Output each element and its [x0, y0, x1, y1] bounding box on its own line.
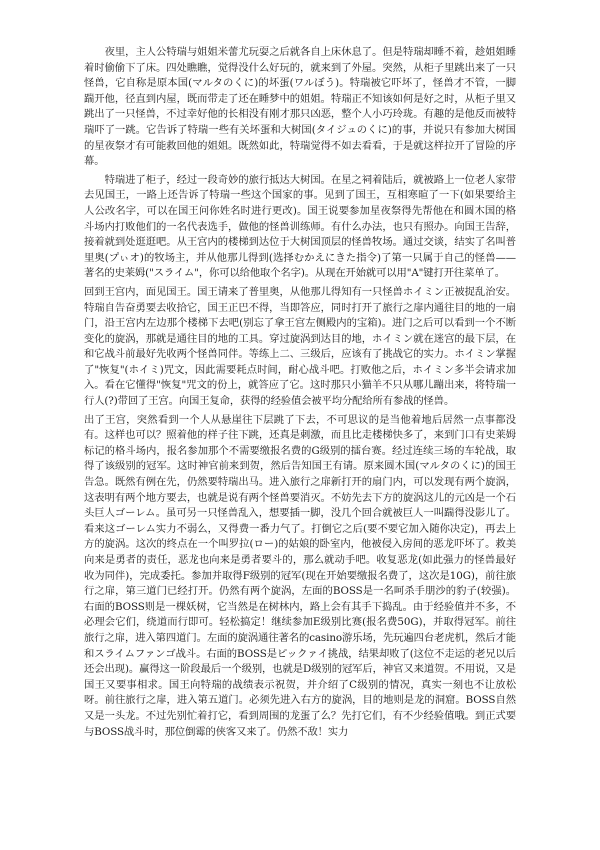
- document-body: [84, 45, 516, 743]
- paragraph-adventure: 出了王宫，突然看到一个人从悬崖往下层跳了下去，不可思议的是当他着地后居然一点事都没有。这样也可以？照着他的样子往下跳，还真是刺激，而且比走楼梯快多了，来到门口有史莱姆标记的格斗场内，报名参加那个不需要缴报名费的G级别的擂台赛。经过连续三场的车轮战，取得了该级别的冠军。这时神官前来到贺，然后告知国王有请。原来圆木国(マルタのくに)的国王告急。既然有例在先，仍然要特瑞出马。进入旅行之扉新打开的扇门内，可以发现有两个旋涡，这表明有两个地方要去，也就是说有两个怪兽要消灭。不妨先去下方的旋涡这儿的元凶是一个石头巨人ゴーレム。虽可另一只怪兽乱入，想要插一脚，没几个回合就被巨人一叫踹得没影儿了。看来这ゴーレム实力不弱么，又得费一番力气了。打倒它之后(要不要它加入随你决定)，再去上方的旋涡。这次的终点在一个叫罗拉(ロー)的姑娘的卧室内，他被侵入房间的恶龙吓坏了。救美向来是勇者的责任，恶龙也向来是勇者要斗的，那么就动手吧。收复恶龙(如此强力的怪兽最好收为同伴)，完成委托。参加并取得F级别的冠军(现在开始要缴报名费了，这次是10G)，前往旅行之扉，第三道门已经打开。仍然有两个旋涡，左面的BOSS是一名呵杀手朋沙的豹子(较强)。右面的BOSS则是一棵妖树，它当然是在树林内，路上会有其手下捣乱。由于经验值并不多，不必理会它们，绕道而行即可。轻松搞定！继续参加E级别比赛(报名费50G)，并取得冠军。前往旅行之扉，进入第四道门。左面的旋涡通往著名的casino游乐场，先玩遍四台老虎机，然后才能和スライムファンゴ战斗。右面的BOSS是ピックァイ挑战，结果却败了(这位不走运的老兄以后还会出现)。赢得这一阶段最后一个级别，也就是D级别的冠军后，神官又来道贺。不用说，又是国王又要事相求。国王向特瑞的战绩表示祝贺，并介绍了C级别的情况，真实一刻也不让放松呀。前往旅行之扉，进入第五道门。必须先进入右方的旋涡，目的地则是龙的洞窟。BOSS自然又是一头龙。不过先别忙着打它，看到周围的龙蛋了么？先打它们，有不少经验值哦。到正式要与BOSS战斗时，那位倒霉的侠客又来了。仍然不敌！实力: [84, 413, 516, 738]
- paragraph-intro: 夜里，主人公特瑞与姐姐米蕾尤玩耍之后就各自上床休息了。但是特瑞却睡不着，趁姐姐睡着时偷偷下了床。四处瞧瞧，觉得没什么好玩的，就来到了外屋。突然，从柜子里跳出来了一只怪兽，它自称是原本国(マルタのくに)的坏蛋(ワルぼう)。特瑞被它吓坏了，怪兽才不管，一脚踹开他，径直到内屋，既而带走了还在睡梦中的姐姐。特瑞正不知该如何是好之时，从柜子里又跳出了一只怪兽，不过幸好他的长相没有刚才那只凶恶，整个人小巧玲珑。有趣的是他反而被特瑞吓了一跳。它告诉了特瑞一些有关坏蛋和大树国(タイジュのくに)的事，并说只有参加大树国的星夜祭才有可能救回他的姐姐。既然如此，特瑞觉得不如去看看，于是就这样拉开了冒险的序幕。: [84, 46, 516, 168]
- paragraph-return: 回到王宫内，面见国王。国王请来了普里奥，从他那儿得知有一只怪兽ホイミン正被捉乱治安。特瑞自告奋勇要去收拾它，国王正巴不得，当即答应，同时打开了旅行之扉内通往目的地的一扇门，沿王宫内左边那个楼梯下去吧(别忘了拿王宫左侧殿内的宝箱)。进门之后可以看到一个不断变化的旋涡，那就是通往目的地的工具。穿过旋涡到达目的地，ホイミン就在迷宫的最下层，在和它战斗前最好先收两个怪兽同伴。等练上二、三级后，应该有了挑战它的实力。ホイミン掌握了"恢复"(ホイミ)咒文，因此需要耗点时间，耐心战斗吧。打败他之后，ホイミン多半会请求加入。看在它懂得"恢复"咒文的份上，就答应了它。这时那只小猫羊不只从哪儿蹦出来，将特瑞一行人(?)带回了王宫。向国王复命，获得的经验值会被平均分配给所有参战的怪兽。: [84, 285, 516, 408]
- paragraph-journey: 特瑞进了柜子，经过一段奇妙的旅行抵达大树国。在星之祠着陆后，就被路上一位老人家带去见国王，一路上还告诉了特瑞一些这个国家的事。见到了国王，互相寒暄了一下(如果要给主人公改名字，可以在国王问你姓名时进行更改)。国王说要参加星夜祭得先帮他在和圆木国的格斗场内打败他们的一名代表选手，做他的怪兽训练师。有什么办法，也只有照办。向国王告辞，接着就到处逛逛吧。从王宫内的楼梯到达位于大树国顶层的怪兽牧场。通过交谈，结实了名叫普里奥(プぃオ)的牧场主，并从他那儿得到(选择むかえにきた指令)了第一只属于自己的怪兽——著名的史莱姆("スライム"，你可以给他取个名字)。从现在开始就可以用"A"键打开往菜单了。: [84, 173, 516, 280]
